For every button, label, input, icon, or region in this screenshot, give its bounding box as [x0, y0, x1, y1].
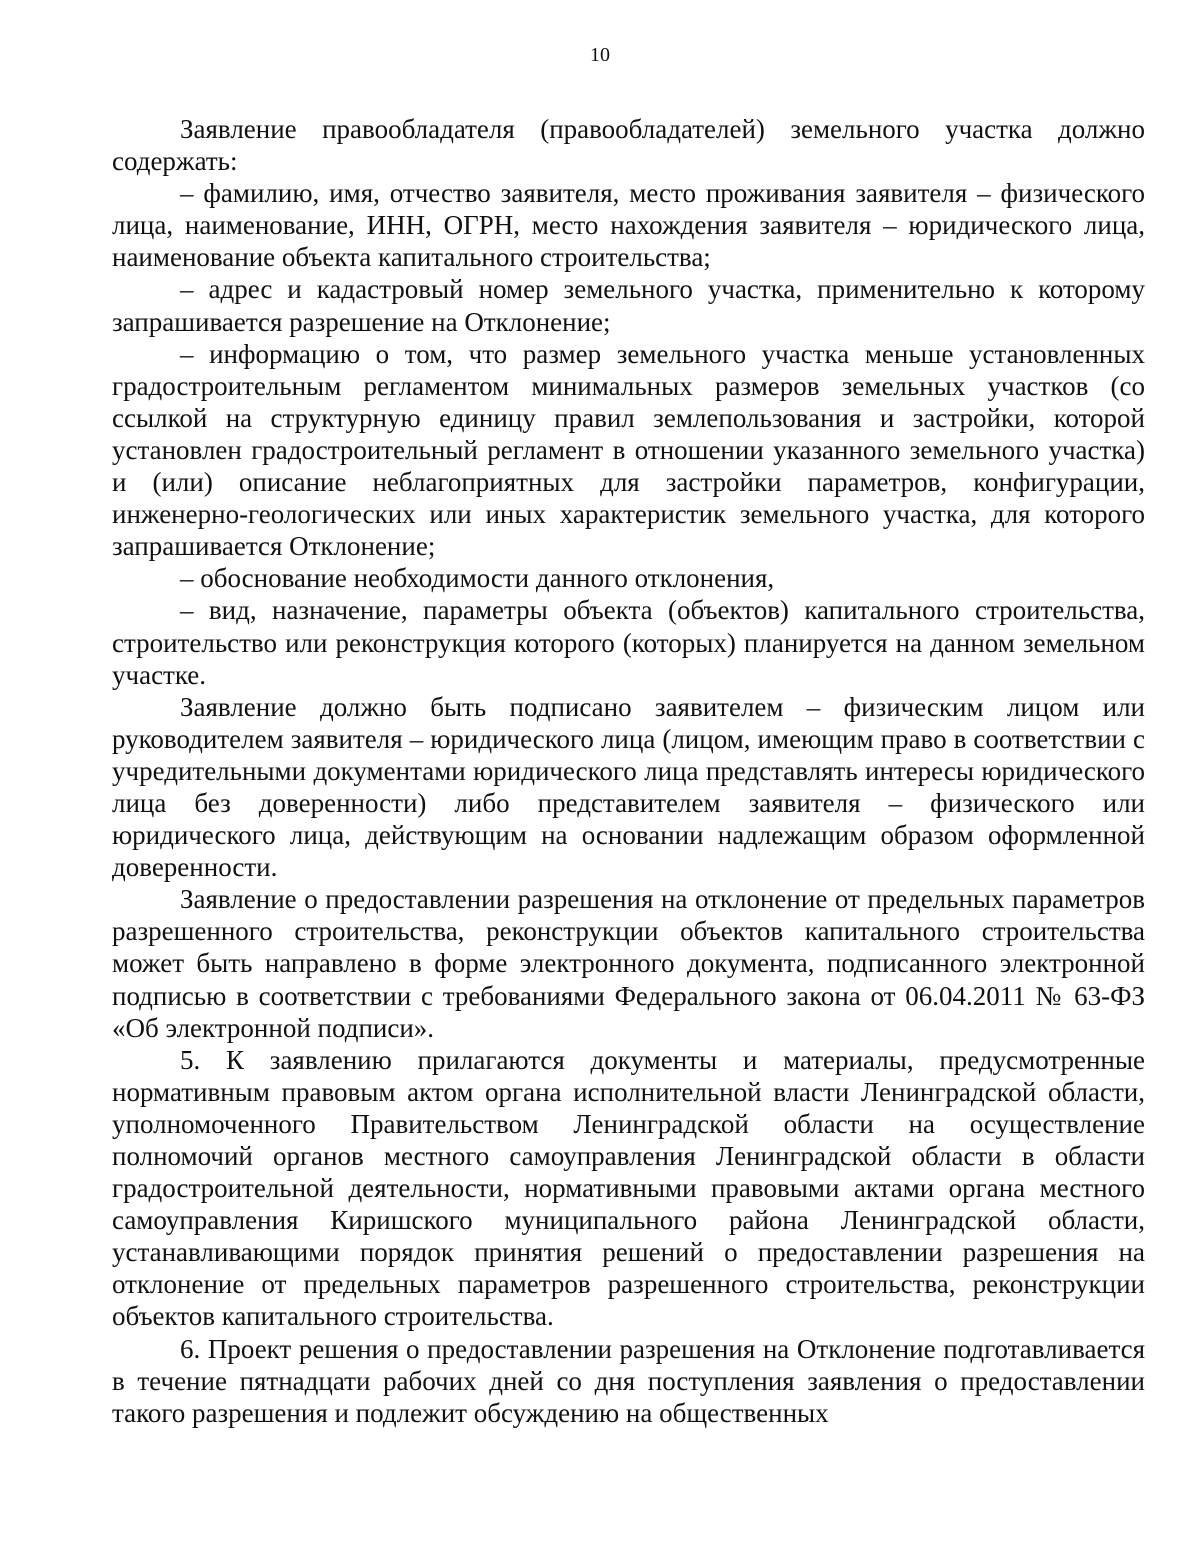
list-item-justification: – обоснование необходимости данного отклонения,	[180, 563, 775, 594]
page-number: 10	[590, 44, 610, 66]
paragraph-electronic-document: Заявление о предоставлении разрешения на отклонение от предельных параметров разрешенного строительства, реконструкции объектов капитального строительства может быть направлено в форме электронного документа, подписанного электронной подписью в соответствии с требованиями Федерального закона от 06.04.2011 № 63-ФЗ «Об электронной подписи».	[112, 884, 1145, 1043]
paragraph-item-5: 5. К заявлению прилагаются документы и материалы, предусмотренные нормативным правовым актом органа исполнительной власти Ленинградской области, уполномоченного Правительством Ленинградской области на осуществление полномочий органов местного самоуправления Ленинградской области в области градостроительной деятельности, нормативными правовыми актами органа местного самоуправления Киришского муниципального района Ленинградской области, устанавливающими порядок принятия решений о предоставлении разрешения на отклонение от предельных параметров разрешенного строительства, реконструкции объектов капитального строительства.	[112, 1044, 1145, 1332]
list-item-applicant-name: – фамилию, имя, отчество заявителя, место проживания заявителя – физического лица, наименование, ИНН, ОГРН, место нахождения заявителя – юридического лица, наименование объекта капитального строительства;	[112, 178, 1145, 273]
list-item-plot-size-info: – информацию о том, что размер земельного участка меньше установленных градостроительным регламентом минимальных размеров земельных участков (со ссылкой на структурную единицу правил землепользования и застройки, которой установлен градостроительный регламент в отношении указанного земельного участка) и (или) описание неблагоприятных для застройки параметров, конфигурации, инженерно-геологических или иных характеристик земельного участка, для которого запрашивается Отклонение;	[112, 338, 1145, 562]
document-body	[112, 113, 1145, 1429]
list-item-object-parameters: – вид, назначение, параметры объекта (объектов) капитального строительства, строительство или реконструкция которого (которых) планируется на данном земельном участке.	[112, 595, 1145, 690]
paragraph-application-content-intro: Заявление правообладателя (правообладателей) земельного участка должно содержать:	[112, 114, 1145, 177]
list-item-address-cadastral: – адрес и кадастровый номер земельного участка, применительно к которому запрашивается разрешение на Отклонение;	[112, 274, 1145, 337]
paragraph-item-6: 6. Проект решения о предоставлении разрешения на Отклонение подготавливается в течение пятнадцати рабочих дней со дня поступления заявления о предоставлении такого разрешения и подлежит обсуждению на общественных	[112, 1333, 1145, 1428]
paragraph-signature: Заявление должно быть подписано заявителем – физическим лицом или руководителем заявителя – юридического лица (лицом, имеющим право в соответствии с учредительными документами юридического лица представлять интересы юридического лица без доверенности) либо представителем заявителя – физического или юридического лица, действующим на основании надлежащим образом оформленной доверенности.	[112, 691, 1145, 883]
